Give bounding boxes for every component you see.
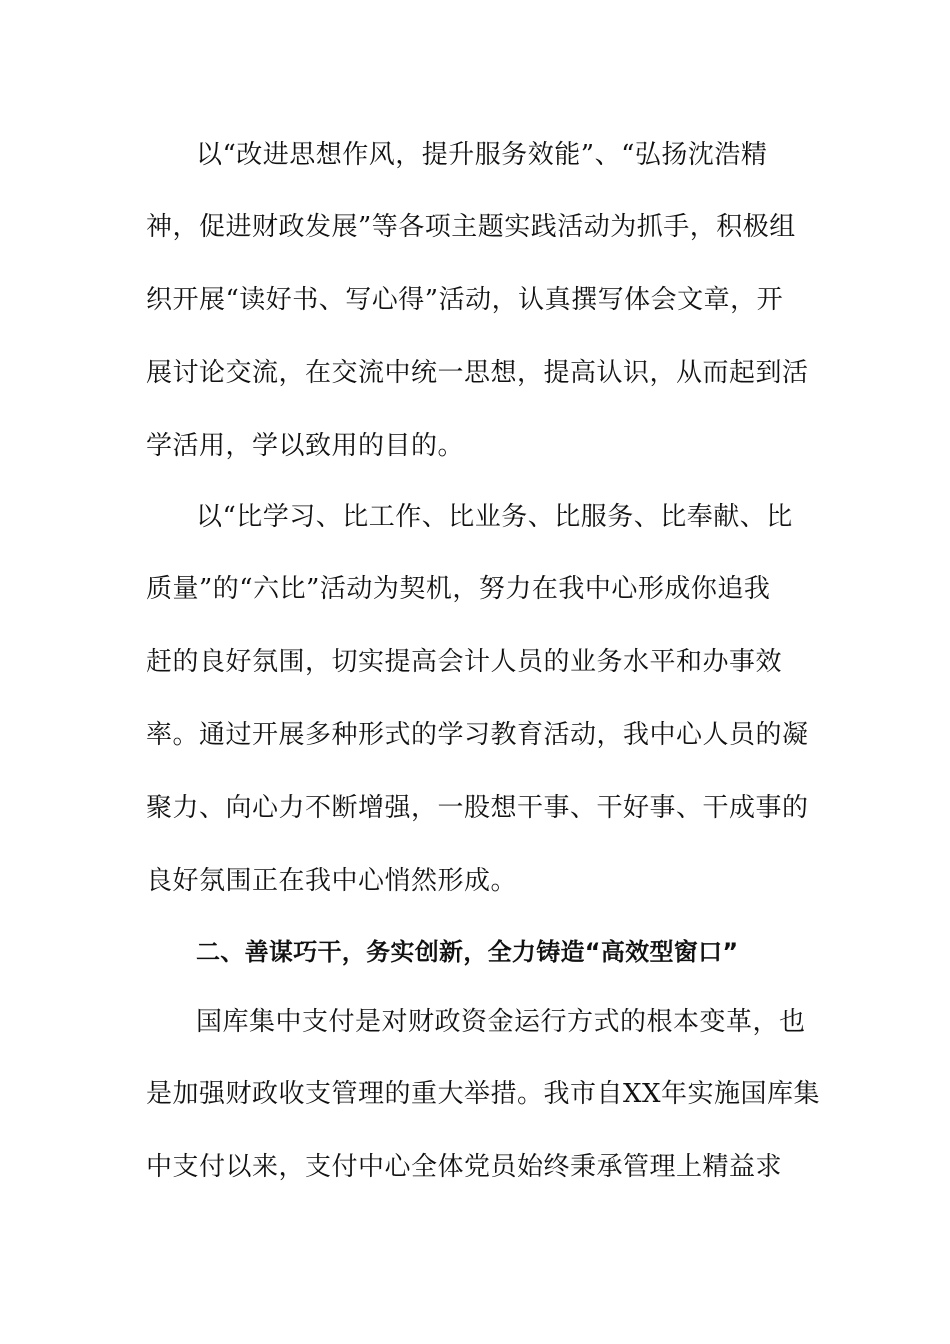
text-line: 中支付以来，支付中心全体党员始终秉承管理上精益求	[146, 1152, 783, 1182]
text-line: 以“改进思想作风，提升服务效能”、“弘扬沈浩精	[196, 140, 768, 170]
text-line: 是加强财政收支管理的重大举措。我市自XX年实施国库集	[146, 1079, 821, 1109]
text-line: 质量”的“六比”活动为契机，努力在我中心形成你追我	[146, 574, 771, 604]
text-line: 聚力、向心力不断增强，一股想干事、干好事、干成事的	[146, 793, 809, 823]
text-line: 展讨论交流，在交流中统一思想，提高认识，从而起到活	[146, 358, 809, 388]
text-line: 神，促进财政发展”等各项主题实践活动为抓手，积极组	[146, 212, 796, 242]
text-line: 国库集中支付是对财政资金运行方式的根本变革，也	[196, 1007, 806, 1037]
text-line: 赶的良好氛围，切实提高会计人员的业务水平和办事效	[146, 647, 783, 677]
text-line: 织开展“读好书、写心得”活动，认真撰写体会文章，开	[146, 285, 784, 315]
text-line: 率。通过开展多种形式的学习教育活动，我中心人员的凝	[146, 720, 809, 750]
section-heading: 二、善谋巧干，务实创新，全力铸造“高效型窗口”	[196, 938, 739, 966]
text-line: 学活用，学以致用的目的。	[146, 431, 465, 461]
text-line: 以“比学习、比工作、比业务、比服务、比奉献、比	[196, 502, 793, 532]
text-line: 良好氛围正在我中心悄然形成。	[146, 866, 518, 896]
